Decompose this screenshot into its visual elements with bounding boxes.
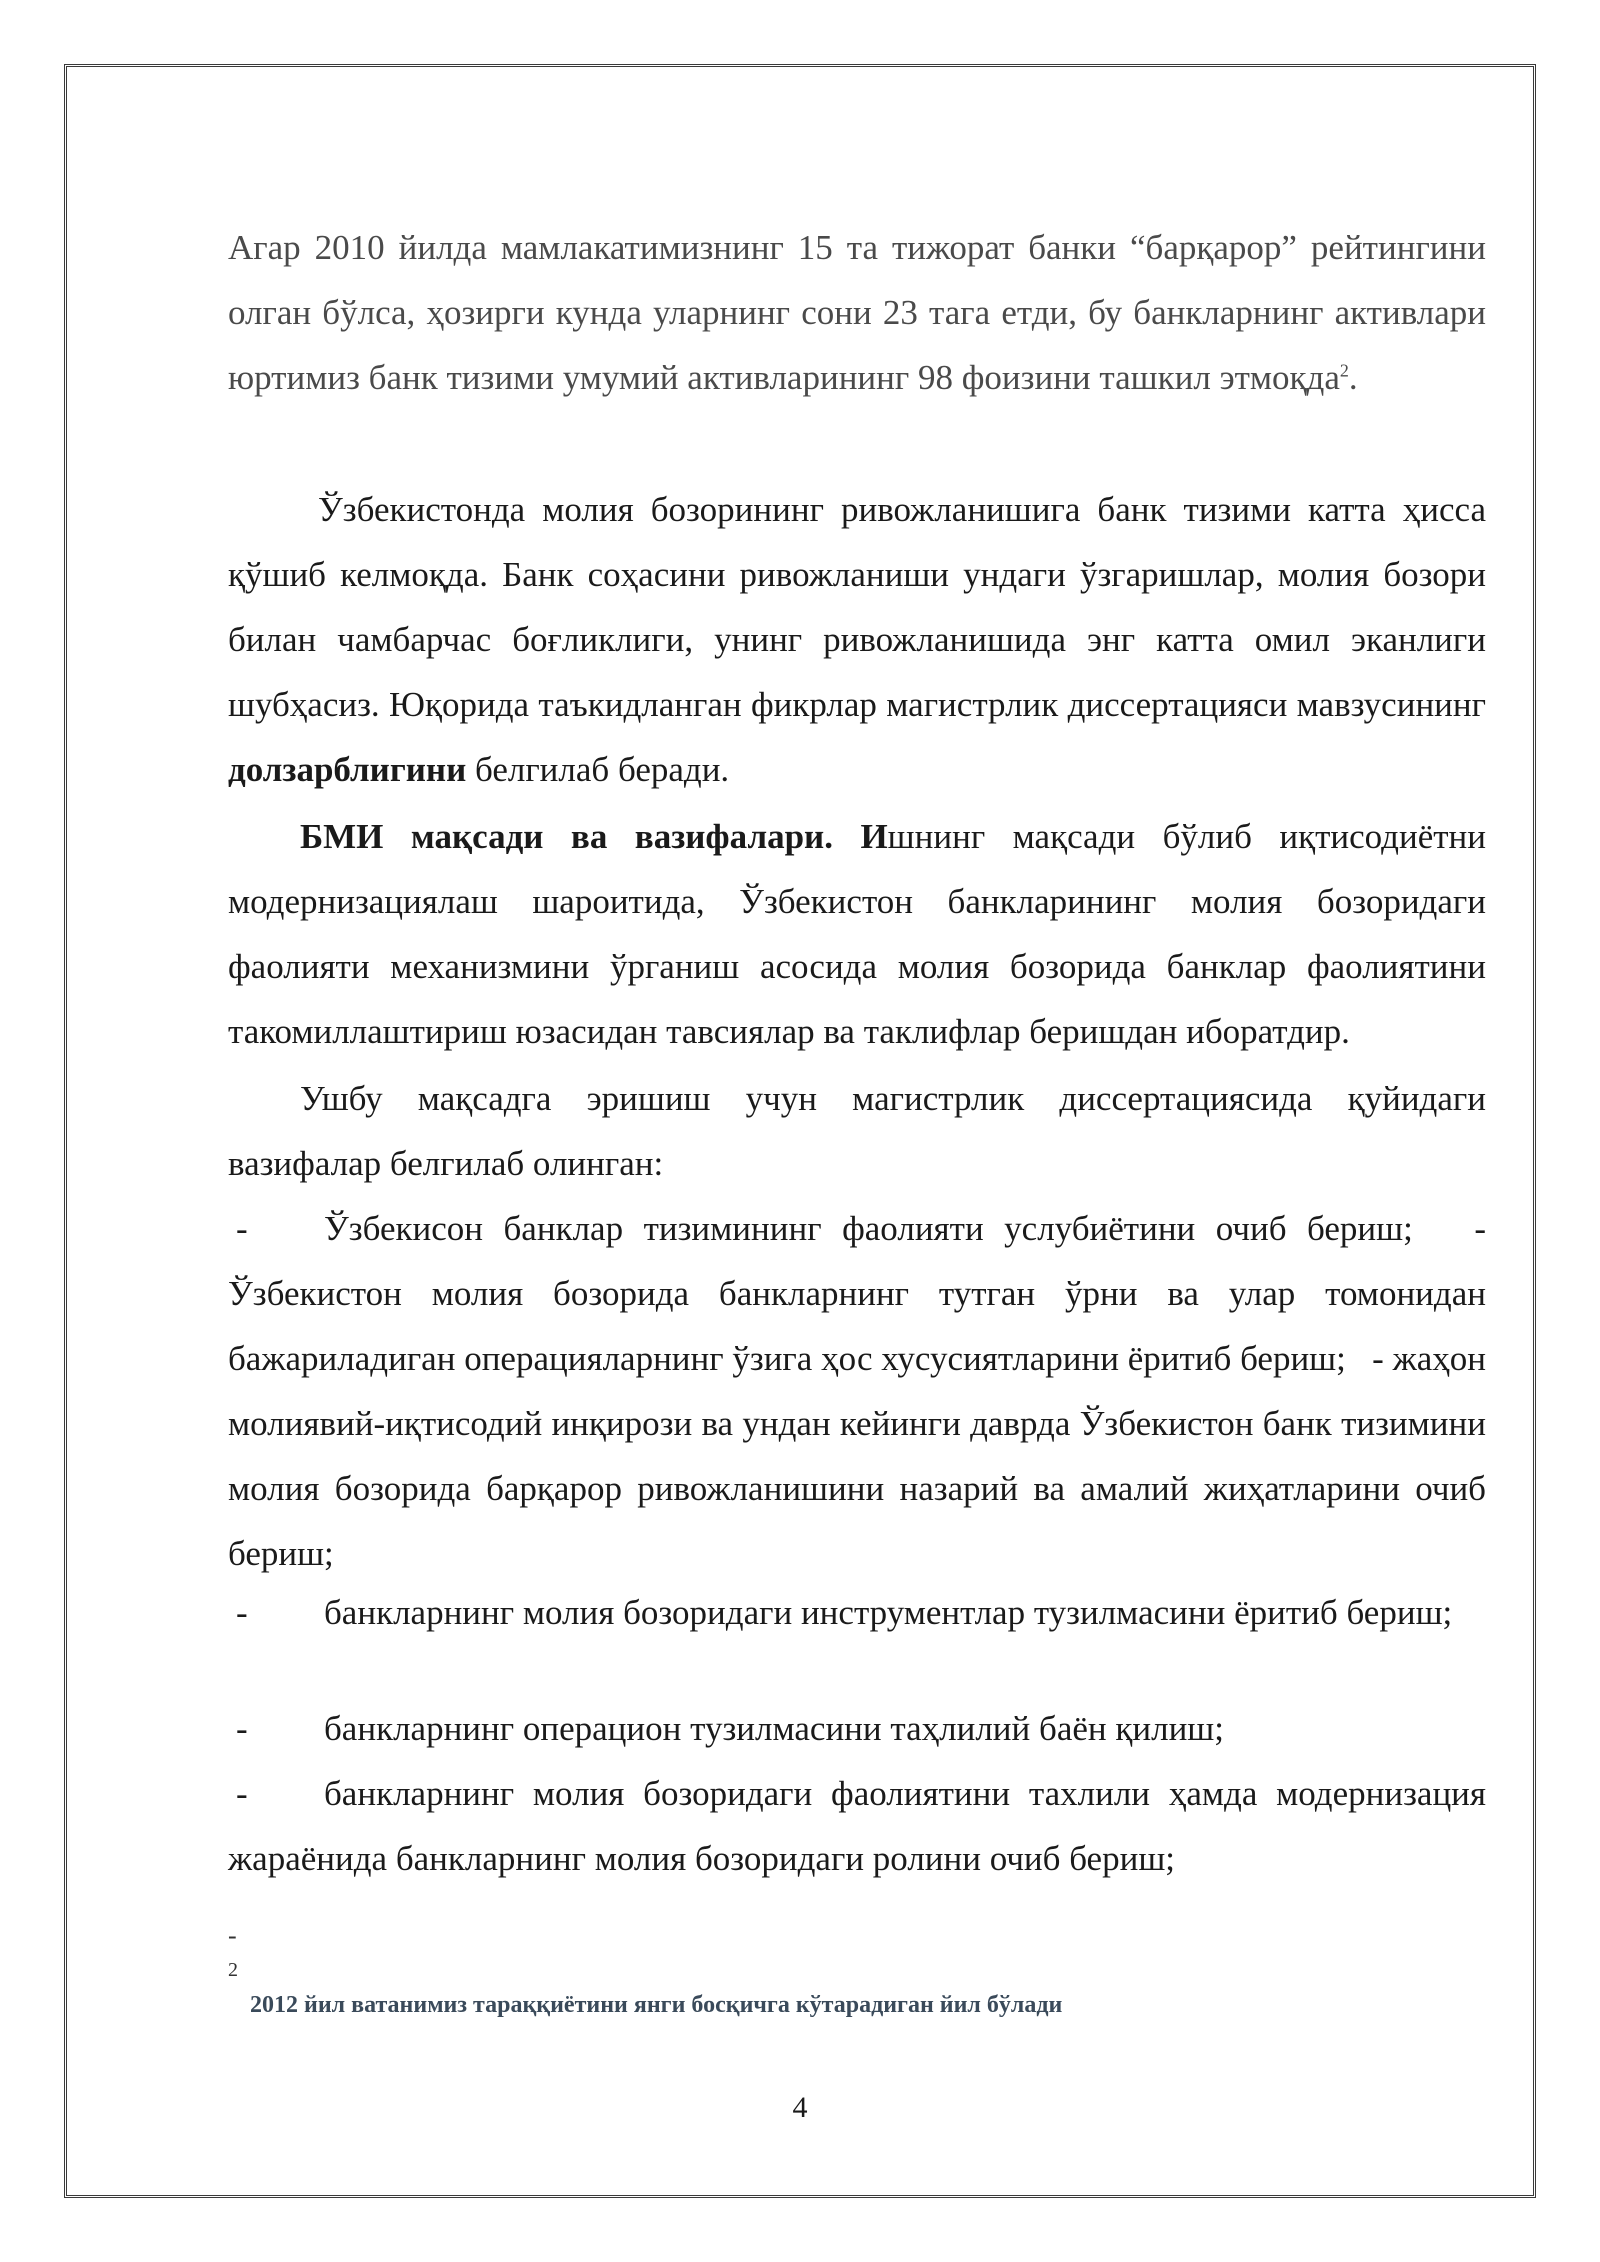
footnote-number: 2 (228, 1959, 238, 1981)
paragraph-relevance-end: белгилаб беради. (474, 750, 730, 789)
footnote-text: 2012 йил ватанимиз тараққиётини янги босқичга кўтарадиган йил бўлади (250, 1992, 1063, 2018)
list-dash: - (236, 1709, 248, 1748)
relevance-keyword: долзарблигини (228, 750, 467, 789)
footnote-reference[interactable]: 2 (1339, 360, 1349, 381)
task-list-block (228, 1196, 1486, 1586)
paragraph-tasks-intro (228, 1066, 1486, 1196)
list-dash: - (236, 1209, 248, 1248)
list-dash: - (236, 1774, 248, 1813)
task-item-3: жаҳон молиявий-иқтисодий инқирози ва ундан кейинги даврда Ўзбекистон банк тизимини молия бозорида барқарор ривожланишини назарий ва амалий жиҳатларини очиб бериш; (228, 1339, 1487, 1573)
task-item-1: Ўзбекисон банклар тизимининг фаолияти услубиётини очиб бериш; (324, 1209, 1413, 1248)
paragraph-goals (228, 804, 1486, 1064)
paragraph-intro (228, 215, 1486, 410)
paragraph-intro-text: Агар 2010 йилда мамлакатимизнинг 15 та тижорат банки “барқарор” рейтингини олган бўлса, ҳозирги кунда уларнинг сони 23 тага етди, бу банкларнинг активлари юртимиз банк тизими умумий активларининг 98 фоизини ташкил этмоқда (228, 228, 1486, 397)
task-item-6: банкларнинг молия бозоридаги фаолиятини тахлили ҳамда модернизация жараёнида банкларнинг молия бозоридаги ролини очиб бериш; (228, 1774, 1486, 1878)
list-dash: - (236, 1593, 248, 1632)
task-item-5: банкларнинг операцион тузилмасини таҳлилий баён қилиш; (324, 1709, 1224, 1748)
task-list-item-4 (228, 1590, 1486, 1636)
task-item-4: банкларнинг молия бозоридаги инструментлар тузилмасини ёритиб бериш; (324, 1593, 1453, 1632)
footnote-separator: - (228, 1921, 237, 1950)
paragraph-tasks-intro-text: Ушбу мақсадга эришиш учун магистрлик диссертациясида қуйидаги вазифалар белгилаб олинган: (228, 1079, 1486, 1183)
paragraph-goals-text: шнинг мақсади бўлиб иқтисодиётни модернизациялаш шароитида, Ўзбекистон банкларининг молия бозоридаги фаолияти механизмини ўрганиш асосида молия бозорида банклар фаолиятини такомиллаштириш юзасидан тавсиялар ва таклифлар беришдан иборатдир. (228, 817, 1486, 1051)
task-list-item-6 (228, 1761, 1486, 1891)
page-number: 4 (792, 2091, 808, 2124)
paragraph-relevance (228, 477, 1486, 802)
task-list-item-5 (228, 1696, 1486, 1761)
paragraph-intro-end: . (1348, 358, 1358, 397)
list-dash: - (1372, 1339, 1384, 1378)
list-dash: - (1474, 1209, 1487, 1248)
paragraph-relevance-text: Ўзбекистонда молия бозорининг ривожланишига банк тизими катта ҳисса қўшиб келмоқда. Банк соҳасини ривожланиши ундаги ўзгаришлар, молия бозори билан чамбарчас боғликлиги, унинг ривожланишида энг катта омил эканлиги шубҳасиз. Юқорида таъкидланган фикрлар магистрлик диссертацияси мавзусининг (228, 490, 1486, 724)
goals-heading: БМИ мақсади ва вазифалари. И (300, 817, 888, 856)
task-item-2: Ўзбекистон молия бозорида банкларнинг тутган ўрни ва улар томонидан бажариладиган операцияларнинг ўзига ҳос хусусиятларини ёритиб бериш; (228, 1274, 1486, 1378)
